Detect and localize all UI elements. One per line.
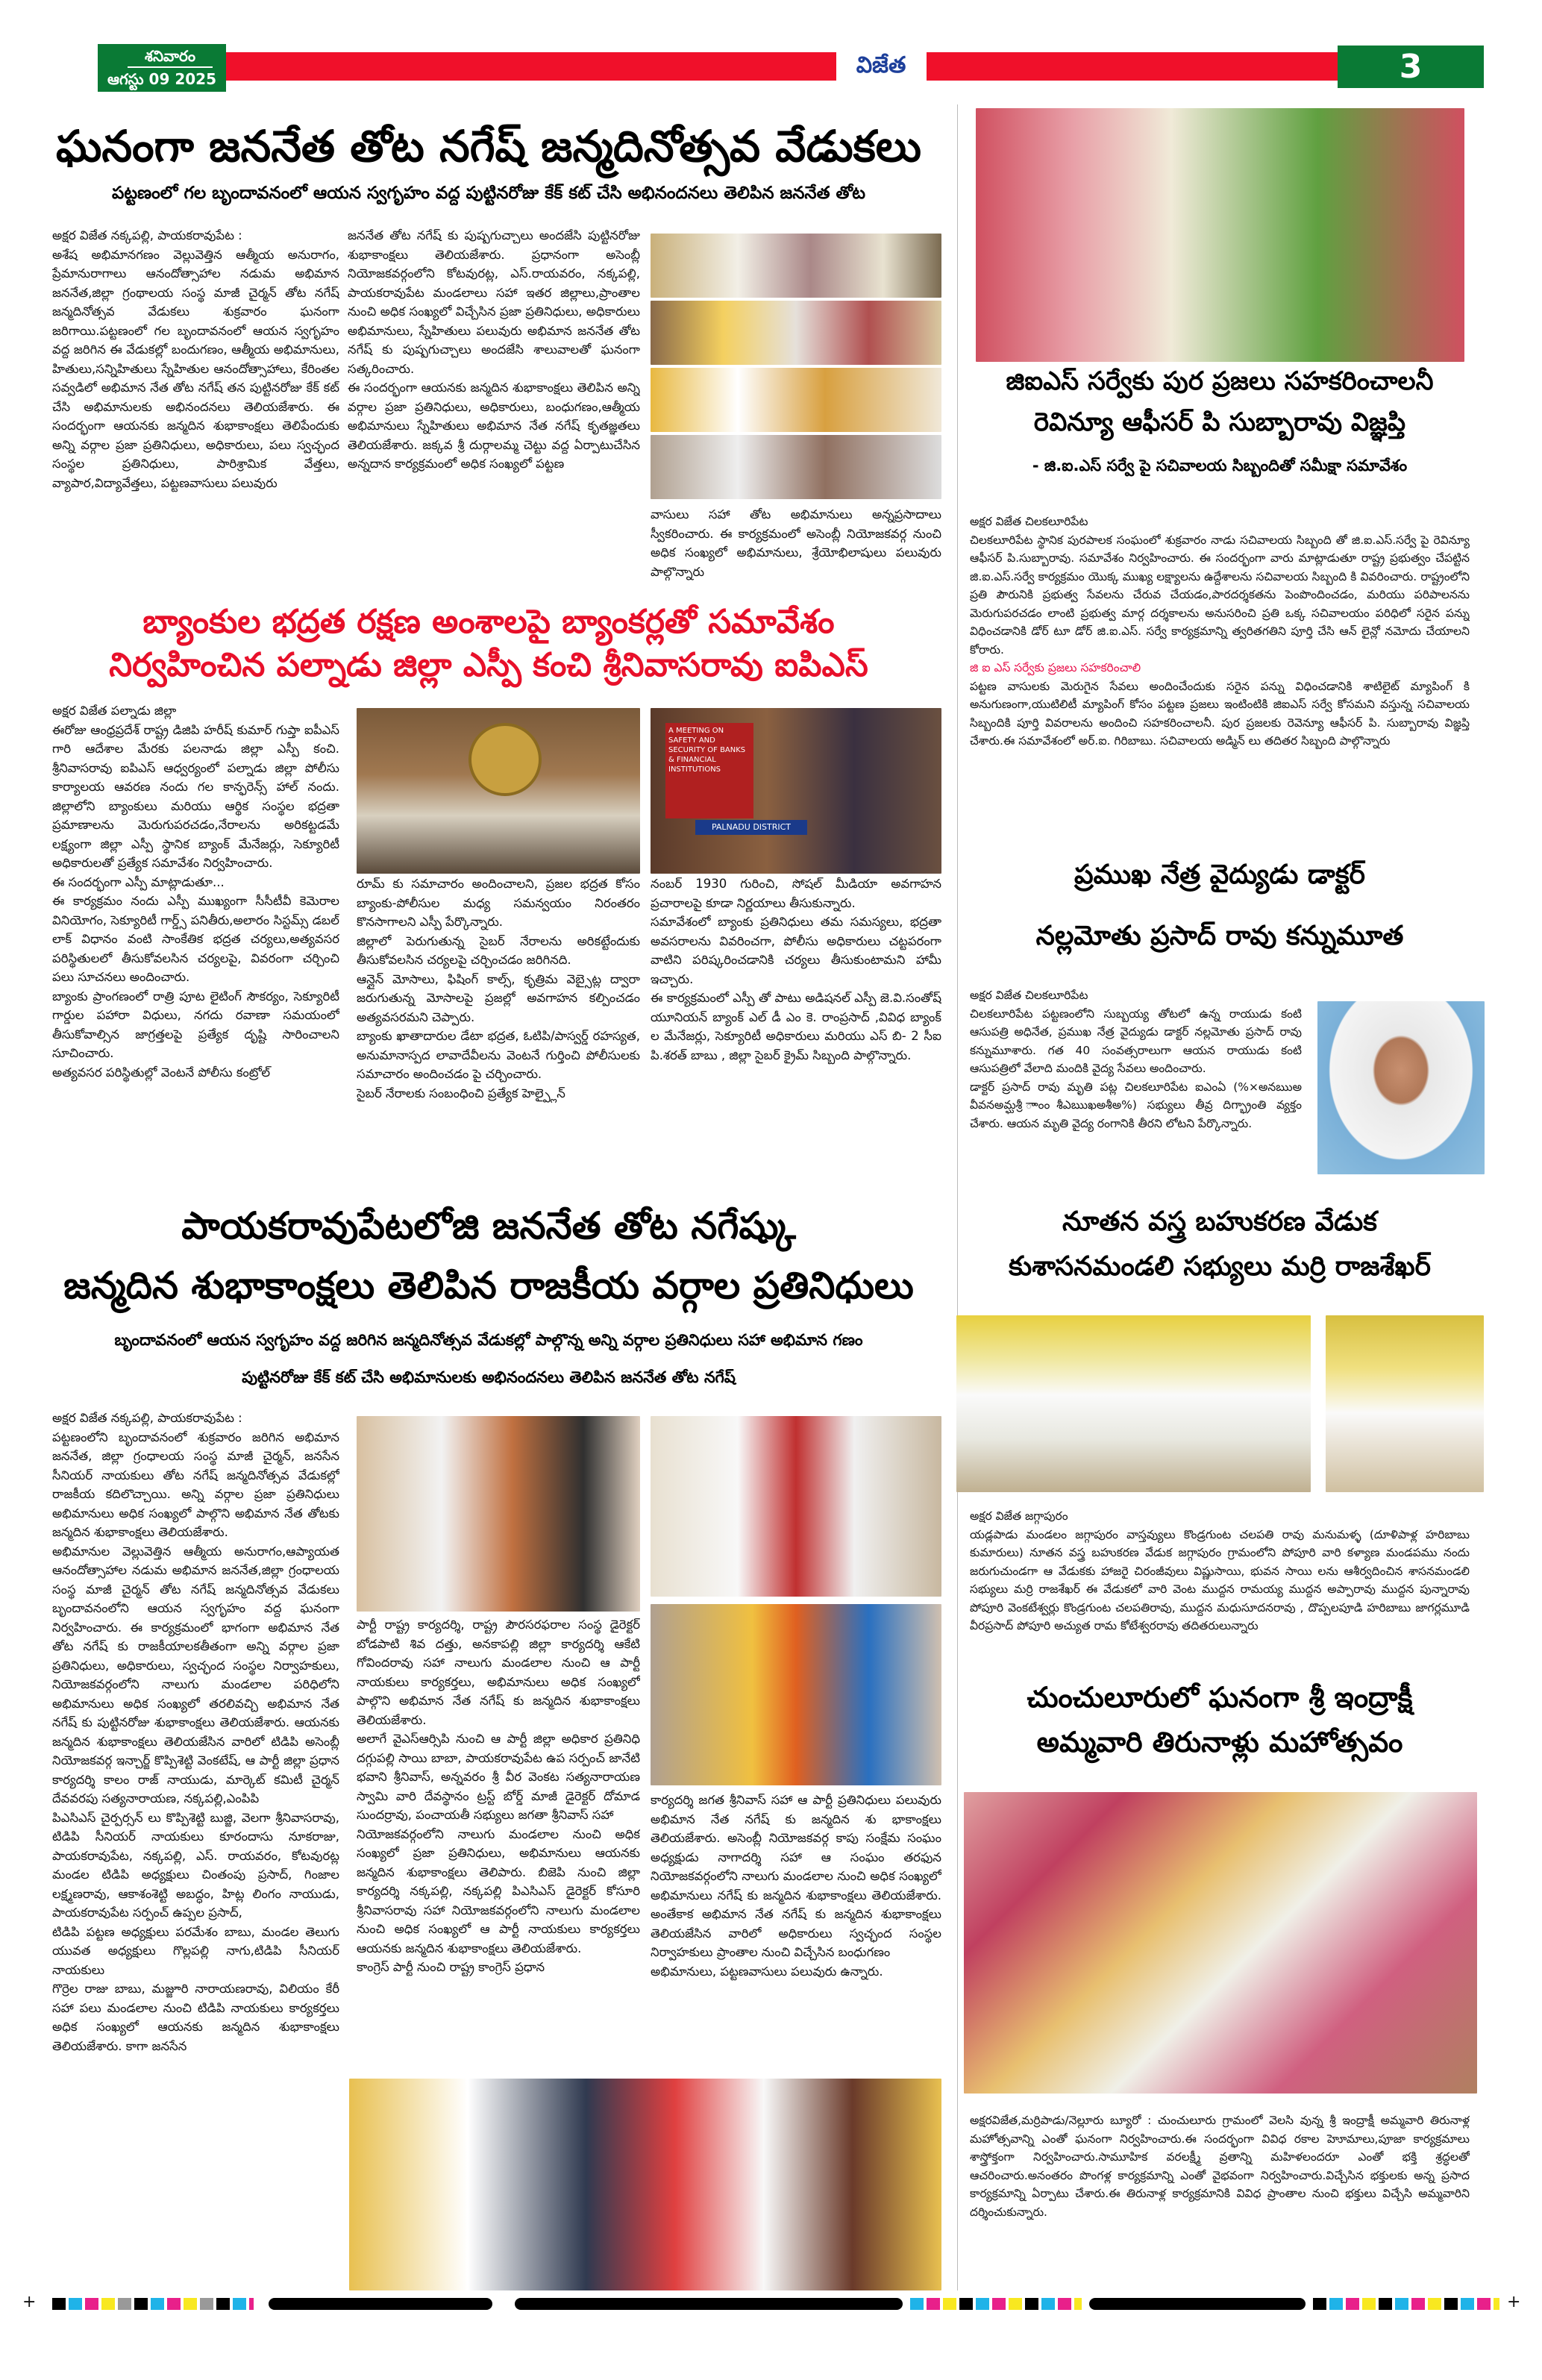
paragraph: యడ్లపాడు మండలం జగ్గాపురం వాస్తవ్యులు కొండ్రగుంట చలపతి రావు మనుమళ్ళ (దూళిపాళ్ల హరిబాబు కుమారులు) నూతన వస్త్ర బహుకరణ వేడుక జగ్గాపురం గ్రామంలోని పోపూరి వారి కళ్యాణ మండపము నందు జరుగుచుండగా ఆ వేడుకకు హాజరై చిరంజీవులు విష్ణుసాయి, భువన సాయి లను ఆశీర్వదించిన శాసనమండలి సభ్యులు మర్రి రాజశేఖర్ ఈ వేడుకలో వారి వెంట ముద్దన రామయ్య ముద్దన అప్పారావు ముద్దన పున్నారావు పోపూరి వెంకటేశ్వర్లు కొండ్రగుంట చలపతిరావు, ముద్దన మధుసూదనరావు , దొప్పలపూడి హరిబాబు జాగర్లమూడి వీరప్రసాద్ పోపూరి అచ్యుత రామ కోటేశ్వరరావు తదితరులున్నారు xyxy=(970,1527,1470,1632)
paragraph: అశేష అభిమానగణం వెల్లువెత్తిన ఆత్మీయ అనురాగం, ప్రేమానురాగాలు ఆనందోత్సాహాల నడుమ అభిమాన జననేత,జిల్లా గ్రంథాలయ సంస్థ మాజీ చైర్మన్ తోట నగేష్ జన్మదినోత్సవ వేడుకలు శుక్రవారం ఘనంగా జరిగాయి.పట్టణంలో గల బృందావనంలో ఆయన స్వగృహం వద్ద జరిగిన ఈ వేడుకల్లో బందుగణం, ఆత్మీయ అభిమానులు, హితులు,సన్నిహితులు స్నేహితుల ఆనందోత్సాహాలు, కేరింతల సవ్వడిలో అభిమాన నేత తోట నగేష్ తన పుట్టినరోజు కేక్ కట్ చేసి అభిమానులకు అభినందనలు తెలియజేశారు. ఈ సందర్భంగా ఆయనకు జన్మదిన శుభాకాంక్షలు తెలిపేందుకు అన్ని వర్గాల ప్రజా ప్రతినిధులు, అధికారులు, పలు స్వచ్ఛంద సంస్థల ప్రతినిధులు, పారిశ్రామిక వేత్తలు, వ్యాపార,విద్యావేత్తలు, పట్టణవాసులు పలువురు xyxy=(52,247,339,490)
photo-group-with-shawl xyxy=(349,2079,941,2290)
headline-story4-line2: రెవిన్యూ ఆఫీసర్ పి సుబ్బారావు విజ్ఞప్తి xyxy=(1033,407,1406,437)
paragraph: అభిమానులు, పట్టణవాసులు పలువురు ఉన్నారు. xyxy=(651,1964,883,1979)
dateline: అక్షర విజేత చిలకలూరిపేట xyxy=(970,989,1088,1002)
paragraph: ఈరోజు ఆంధ్రప్రదేశ్ రాష్ట్ర డిజిపి హరీష్ కుమార్ గుప్తా ఐపీఎస్ గారి ఆదేశాల మేరకు పలనాడు జిల్లా ఎస్పీ కంచి. శ్రీనివాసరావు ఐపిఎస్ ఆధ్వర్యంలో పల్నాడు జిల్లా పోలీసు కార్యాలయ ఆవరణ నందు గల కాన్ఫరెన్స్ హాల్ నందు. జిల్లాలోని బ్యాంకులు మరియు ఆర్థిక సంస్థల భద్రతా ప్రమాణాలను మెరుగుపరచడం,నేరాలను అరికట్టడమే లక్ష్యంగా జిల్లా ఎస్పీ స్థానిక బ్యాంక్ మేనేజర్లు, సెక్యూరిటీ అధికారులతో ప్రత్యేక సమావేశం నిర్వహించారు. xyxy=(52,722,339,870)
paragraph: చిలకలూరిపేట స్థానిక పురపాలక సంఘంలో శుక్రవారం నాడు సచివాలయ సిబ్బంది తో జి.ఐ.ఎస్.సర్వే పై రెవిన్యూ ఆఫీసర్ పి.సుబ్బారావు. సమావేశం నిర్వహించారు. ఈ సందర్భంగా వారు మాట్లాడుతూ రాష్ట్ర ప్రభుత్వం చేపట్టిన జి.ఐ.ఎస్.సర్వే కార్యక్రమం యొక్క ముఖ్య లక్ష్యాలను ఉద్దేశాలను సచివాలయ సిబ్బంది కి వివరించారు. రాష్ట్రంలోని ప్రతి పౌరునికి ప్రభుత్వ సేవలను చేరువ చేయడం,పారదర్శకతను పెంపొందించడం, మరియు పరిపాలనను మెరుగుపరచడం లాంటి ప్రభుత్వ మార్గ దర్శకాలను అనుసరించి ప్రతి ఒక్క సచివాలయం పరిధిలో సరైన పన్ను విధించడానికి డోర్ టూ డోర్ జి.ఐ.ఎస్. సర్వే కార్యక్రమాన్ని త్వరితగతిని పూర్తి చేసి ఆన్ లైన్లో నమోదు చేయాలని కోరారు. xyxy=(970,533,1470,657)
headline-story3-line2: జన్మదిన శుభాకాంక్షలు తెలిపిన రాజకీయ వర్గాల ప్రతినిధులు xyxy=(63,1264,914,1307)
headline-story5-line2: నల్లమోతు ప్రసాద్ రావు కన్నుమూత xyxy=(1035,921,1404,951)
headline-story3-line1: పాయకరావుపేటలోజి జననేత తోట నగేష్కు xyxy=(181,1204,796,1247)
paragraph: ఈ సందర్భంగా ఆయనకు జన్మదిన శుభాకాంక్షలు తెలిపిన అన్ని వర్గాల ప్రజా ప్రతినిధులు, అధికారులు, బంధుగణం,ఆత్మీయ అభిమానులు స్నేహితులు అభిమాన నేత నగేష్ కృతజ్ఞతలు తెలియజేశారు. జక్కవ శ్రీ దుర్గాలమ్మ చెట్టు వద్ద ఏర్పాటుచేసిన అన్నదాన కార్యక్రమంలో అధిక సంఖ్యలో పట్టణ xyxy=(348,381,640,471)
paragraph: అక్షరవిజేత,మర్రిపాడు/నెల్లూరు బ్యూరో : చుంచులూరు గ్రామంలో వెలసి వున్న శ్రీ ఇంద్రాక్షీ అమ్మవారి తిరునాళ్ల మహోత్సవాన్ని ఎంతో ఘనంగా నిర్వహించారు.ఈ సందర్భంగా వివిధ రకాల హెూమాలు,పూజా కార్యక్రమాలు శాస్త్రోక్తంగా నిర్వహించారు.సామూహిక వరలక్ష్మీ వ్రతాన్ని మహిళలందరూ ఎంతో భక్తి శ్రద్ధలతో ఆచరించారు.అనంతరం పొంగళ్ల కార్యక్రమాన్ని ఎంతో వైభవంగా నిర్వహించారు.విచ్చేసిన భక్తులకు అన్న ప్రసాద కార్యక్రమాన్ని ఏర్పాటు చేశారు.ఈ తిరునాళ్ల కార్యక్రమానికి వివిధ ప్రాంతాల నుంచి భక్తులు విచ్చేసి అమ్మవారిని దర్శించుకున్నారు. xyxy=(970,2114,1470,2219)
color-bar-center xyxy=(910,2298,1082,2310)
photo-sp-speaking xyxy=(651,708,941,874)
paragraph: అత్యవసర పరిస్థితుల్లో వెంటనే పోలీసు కంట్రోల్ xyxy=(52,1065,271,1080)
dateline: అక్షర విజేత జగ్గాపురం xyxy=(970,1509,1068,1523)
meeting-banner xyxy=(665,723,753,818)
photo-vastra-ceremony-group xyxy=(956,1315,1311,1492)
story3-col2 xyxy=(357,1615,640,2074)
story5-body xyxy=(970,986,1302,1203)
paragraph: ఈ కార్యక్రమం నందు ఎస్పీ ముఖ్యంగా సీసీటీవీ కెమెరాల వినియోగం, సెక్యూరిటీ గార్డ్స్ పనితీరు,అలారం సిస్టమ్స్ డబల్ లాక్ విధానం వంటి సాంకేతిక భద్రత చర్యలు,అత్యవసర పరిస్థితులలో తీసుకోవలసిన చర్యలపై, వివరంగా చర్చించి పలు సూచనలు అందించారు. xyxy=(52,894,339,984)
paragraph: కాంగ్రెస్ పార్టీ నుంచి రాష్ట్ర కాంగ్రెస్ ప్రధాన xyxy=(357,1960,545,1974)
registration-cross-right: + xyxy=(1507,2293,1521,2311)
paragraph: పట్టణంలోని బృందావనంలో శుక్రవారం జరిగిన అభిమాన జననేత, జిల్లా గ్రంధాలయ సంస్థ మాజీ చైర్మన్, జనసేన సీనియర్ నాయకులు తోట నగేష్ జన్మదినోత్సవ వేడుకల్లో రాజకీయ కదిలొచ్చాయి. అన్ని వర్గాల ప్రజా ప్రతినిధులు అభిమానులు అధిక సంఖ్యలో పాల్గొని అభిమాన నేత తోటకు జన్మదిన శుభాకాంక్షలు తెలియజేశారు. xyxy=(52,1429,339,1539)
story2-col2 xyxy=(357,874,640,1168)
paragraph: ఈ సందర్భంగా ఎస్పీ మాట్లాడుతూ... xyxy=(52,874,225,889)
paragraph: బ్యాంకు ఖాతాదారుల డేటా భద్రత, ఓటిపి/పాస్వర్డ్ రహస్యత, అనుమానాస్పద లావాదేవీలను వెంటనే గుర్తించి పోలీసులకు సమాచారం అందించడం పై చర్చించారు. xyxy=(357,1029,640,1081)
headline-story5-line1: ప్రముఖ నేత్ర వైద్యుడు డాక్టర్ xyxy=(1074,859,1365,890)
paragraph: ఆన్లైన్ మోసాలు, ఫిషింగ్ కాల్స్, కృత్రిమ వెబ్సైట్ల ద్వారా జరుగుతున్న మోసాలపై ప్రజల్లో అవగాహన కల్పించడం అత్యవసరమని చెప్పారు. xyxy=(357,971,640,1024)
headline-story2-line1: బ్యాంకుల భద్రత రక్షణ అంశాలపై బ్యాంకర్లతో సమావేశం xyxy=(142,603,835,641)
subheadline-story3-line2: పుట్టినరోజు కేక్ కట్ చేసి అభిమానులకు అభినందనలు తెలిపిన జననేత తోట నగేష్ xyxy=(242,1368,736,1386)
headline-story6-line1: నూతన వస్త్ర బహుకరణ వేడుక xyxy=(1062,1206,1377,1237)
kicker-heading: జి ఐ ఎస్ సర్వేకు ప్రజలు సహకరించాలి xyxy=(970,661,1141,674)
photo-birthday-group-3 xyxy=(651,368,941,432)
date-label: ఆగస్టు 09 2025 xyxy=(107,70,216,88)
story2-col1 xyxy=(52,701,339,1168)
story2-col3 xyxy=(651,874,941,1091)
story4-body xyxy=(970,513,1470,826)
black-bar-1 xyxy=(269,2298,492,2310)
headline-story2-line2: నిర్వహించిన పల్నాడు జిల్లా ఎస్పీ కంచి శ్రీనివాసరావు ఐపిఎస్ xyxy=(109,646,868,684)
photo-birthday-group-1 xyxy=(651,234,941,298)
paragraph: జిల్లాలో పెరుగుతున్న సైబర్ నేరాలను అరికట్టేందుకు తీసుకోవలసిన చర్యలపై చర్చించడం జరిగినది. xyxy=(357,933,640,967)
headline-story7-line1: చుంచులూరులో ఘనంగా శ్రీ ఇంద్రాక్షీ xyxy=(1027,1681,1413,1714)
photo-gis-survey-meeting xyxy=(976,108,1464,362)
paragraph: సమావేశంలో బ్యాంకు ప్రతినిధులు తమ సమస్యలు, భద్రతా అవసరాలను వివరించగా, పోలీసు అధికారులు చట్టపరంగా వాటిని పరిష్కరించడానికి చర్యలు తీసుకుంటామని హామీ ఇచ్చారు. xyxy=(651,915,941,986)
dateline: అక్షర విజేత చిలకలూరిపేట xyxy=(970,515,1088,528)
photo-birthday-group-2 xyxy=(651,301,941,365)
photo-temple-festival-women xyxy=(964,1792,1477,2094)
paragraph: జననేత తోట నగేష్ కు పుష్పగుచ్చాలు అందజేసి పుట్టినరోజు శుభాకాంక్షలు తెలియజేశారు. ప్రధానంగా అసెంబ్లీ నియోజకవర్గంలోని కోటవురట్ల, ఎస్.రాయవరం, నక్కపల్లి, పాయకరావుపేట మండలాలు సహా ఇతర జిల్లాలు,ప్రాంతాల నుంచి అధిక సంఖ్యలో విచ్చేసిన ప్రజా ప్రతినిధులు, అధికారులు అభిమానులు, స్నేహితులు పలువురు అభిమాన జననేత తోట నగేష్ కు పుష్పగుచ్చాలు అందజేసి శాలువాలతో ఘనంగా సత్కరించారు. xyxy=(348,228,640,376)
photo-vastra-blessing xyxy=(1326,1315,1484,1492)
color-bar-right xyxy=(1313,2298,1499,2310)
paragraph: కార్యదర్శి జగత శ్రీనివాస్ సహా ఆ పార్టీ ప్రతినిధులు పలువురు అభిమాన నేత నగేష్ కు జన్మదిన శు భాకాంక్షలు తెలియజేశారు. అసెంబ్లీ నియోజకవర్గ కాపు సంక్షేమ సంఘం అధ్యక్షుడు నాగాదర్శి సహా ఆ సంఘం తరఫున నియోజకవర్గంలోని నాలుగు మండలాల నుంచి అధిక సంఖ్యలో అభిమానులు నగేష్ కు జన్మదిన శుభాకాంక్షలు తెలియజేశారు. అంతేకాక అభిమాన నేత నగేష్ కు జన్మదిన శుభాకాంక్షలు తెలియజేసిన వారిలో అధికారులు స్వచ్ఛంద సంస్థల నిర్వాహకులు ప్రాంతాల నుంచి విచ్చేసిన బంధుగణం xyxy=(651,1793,941,1959)
photo-birthday-group-4 xyxy=(651,435,941,499)
story3-col1 xyxy=(52,1409,339,2304)
paragraph: అభిమానుల వెల్లువెత్తిన ఆత్మీయ అనురాగం,ఆప్యాయత ఆనందోత్సాహాల నడుమ అభిమాన జననేత,జిల్లా గ్రంధాలయ సంస్థ మాజీ చైర్మన్ తోట నగేష్ జన్మదినోత్సవ వేడుకలు బృందావనంలోని ఆయన స్వగృహం వద్ద ఘనంగా నిర్వహించారు. ఈ కార్యక్రమంలో భాగంగా అభిమాన నేత తోట నగేష్ కు రాజకీయాలకతీతంగా అన్ని వర్గాల ప్రజా ప్రతినిధులు, అధికారులు, స్వచ్ఛంద సంస్థల నిర్వాహకులు, నియోజకవర్గంలోని నాలుగు మండలాల పరిధిలోని అభిమానులు అధిక సంఖ్యలో తరలివచ్చి అభిమాన నేత నగేష్ కు పుట్టినరోజు శుభాకాంక్షలు తెలియజేశారు. ఆయనకు జన్మదిన శుభాకాంక్షలు తెలియజేసిన వారిలో టిడిపి అసెంబ్లీ నియోజకవర్గ ఇన్చార్జ్ కొప్పిశెట్టి వెంకటేష్, ఆ పార్టీ జిల్లా ప్రధాన కార్యదర్శి కాలం రాజ్ నాయుడు, మార్కెట్ కమిటీ చైర్మన్ దేవవరపు సత్యనారాయణ, నక్కపల్లి,ఎంపిపి xyxy=(52,1544,339,1806)
logo-text: విజేత xyxy=(856,52,906,78)
paragraph: గొర్రెల రాజు బాబు, మజ్జూరి నారాయణరావు, విలియం కేరీ సహా పలు మండలాల నుంచి టిడిపి నాయకులు కార్యకర్తలు అధిక సంఖ్యలో ఆయనకు జన్మదిన శుభాకాంక్షలు తెలియజేశారు. కాగా జనసేన xyxy=(52,1982,339,2053)
dateline: అక్షర విజేత నక్కపల్లి, పాయకరావుపేట : xyxy=(52,228,242,242)
page-number-box xyxy=(1338,46,1484,88)
banner-text: A MEETING ON SAFETY AND SECURITY OF BANKS & FINANCIAL INSTITUTIONS xyxy=(668,727,746,774)
subheadline-story3-line1: బృందావనంలో ఆయన స్వగృహం వద్ద జరిగిన జన్మదినోత్సవ వేడుకల్లో పాల్గొన్న అన్ని వర్గాల ప్రతినిధులు సహా అభిమాన గణం xyxy=(114,1331,863,1349)
paragraph: సైబర్ నేరాలకు సంబంధించి ప్రత్యేక హెల్ప్లైన్ xyxy=(357,1086,565,1100)
story7-body xyxy=(970,2111,1470,2227)
story1-col1 xyxy=(52,226,339,603)
district-banner-text: PALNADU DISTRICT xyxy=(711,822,792,832)
paragraph: వాసులు సహా తోట అభిమానులు అన్నప్రసాదాలు స్వీకరించారు. ఈ కార్యక్రమంలో అసెంబ్లీ నియోజకవర్గ నుంచి అధిక సంఖ్యలో అభిమానులు, శ్రేయోభిలాషులు పలువురు పాల్గొన్నారు xyxy=(651,507,941,579)
story3-col3 xyxy=(651,1791,941,2074)
page-number: 3 xyxy=(1399,48,1423,86)
paragraph: పట్టణ వాసులకు మెరుగైన సేవలు అందించేందుకు సరైన పన్ను విధించడానికి శాటిలైట్ మ్యాపింగ్ కి అనుగుణంగా,యుటిలిటీ మ్యాపింగ్ కోసం పట్టణ ప్రజలు ఇంటింటికి జిఐఎస్ సర్వే కోసమని వస్తున్న సచివాలయ సిబ్బందికి పూర్తి వివరాలను అందించి సహకరించాలనీ. పుర ప్రజలకు రెవెన్యూ ఆఫీసర్ పి. సుబ్బారావు విజ్ఞప్తి చేశారు.ఈ సమావేశంలో అర్.ఐ. గిరిబాబు. సచివాలయ అడ్మిన్ లు తదితర సిబ్బంది పాల్గొన్నారు xyxy=(970,679,1470,748)
header-red-bar-right xyxy=(927,52,1338,81)
photo-garland-greeting xyxy=(651,1604,941,1785)
paragraph: బ్యాంకు ప్రాంగణంలో రాత్రి పూట లైటింగ్ సౌకర్యం, సెక్యూరిటీ గార్డుల పహారా విధులు, నగదు రవాణా సమయంలో తీసుకోవాల్సిన జాగ్రత్తలపై ప్రత్యేక దృష్టి సారించాలని సూచించారు. xyxy=(52,989,339,1060)
date-box xyxy=(98,44,226,92)
headline-story1: ఘనంగా జననేత తోట నగేష్ జన్మదినోత్సవ వేడుకలు xyxy=(56,121,921,172)
paragraph: పార్టీ రాష్ట్ర కార్యదర్శి, రాష్ట్ర పౌరసరఫరాల సంస్థ డైరెక్టర్ బోడపాటి శివ దత్తు, అనకాపల్లి జిల్లా కార్యదర్శి ఆకేటి గోవిందరావు సహా నాలుగు మండలాల నుంచి ఆ పార్టీ నాయకులు కార్యకర్తలు, అభిమానులు అధిక సంఖ్యలో పాల్గొని అభిమాన నేత నగేష్ కు జన్మదిన శుభాకాంక్షలు తెలియజేశారు. xyxy=(357,1618,640,1727)
masthead xyxy=(0,0,1542,97)
paragraph: డాక్టర్ ప్రసాద్ రావు మృతి పట్ల చిలకలూరిపేట ఐఎంఏ (%×అనఋఅ వీవనఅమ్ఘశ్రీ ాాంంశీఎఋఖఅశీఅ%) సభ్యులు తీవ్ర దిగ్భ్రాంతి వ్యక్తం చేశారు. ఆయన మృతి వైద్య రంగానికి తీరని లోటని పేర్కొన్నారు. xyxy=(970,1080,1302,1130)
paragraph: చిలకలూరిపేట పట్టణంలోని సుబ్బయ్య తోటలో ఉన్న రాయుడు కంటి ఆసుపత్రి అధినేత, ప్రముఖ నేత్ర వైద్యుడు డాక్టర్ నల్లమోతు ప్రసాద్ రావు కన్నుమూశారు. గత 40 సంవత్సరాలుగా ఆయన రాయుడు కంటి ఆసుపత్రిలో వేలాది మందికి వైద్య సేవలు అందించారు. xyxy=(970,1006,1302,1075)
newspaper-logo xyxy=(841,46,921,88)
story6-body xyxy=(970,1507,1470,1667)
print-registration-strip xyxy=(22,2295,1522,2313)
district-banner xyxy=(695,820,807,835)
photo-dr-prasad-rao-portrait xyxy=(1317,1001,1485,1174)
paragraph: నంబర్ 1930 గురించి, సోషల్ మీడియా అవగాహన ప్రచారాలపై కూడా నిర్ణయాలు తీసుకున్నారు. xyxy=(651,877,941,910)
column-divider xyxy=(957,104,958,2290)
police-emblem xyxy=(468,723,542,796)
story1-col3 xyxy=(651,505,941,602)
registration-cross-left: + xyxy=(22,2293,37,2311)
photo-sp-meeting-hall xyxy=(357,708,640,874)
paragraph: ఈ కార్యక్రమంలో ఎస్పీ తో పాటు అడిషనల్ ఎస్పీ జె.వి.సంతోష్ యూనియన్ బ్యాంక్ ఎల్ డీ ఎం కె. రాంప్రసాద్ ,వివిధ బ్యాంక్ ల మేనేజర్లు, సెక్యూరిటీ అధికారులు మరియు ఎస్ బి- 2 సీఐ పి.శరత్ బాబు , జిల్లా సైబర్ క్రైమ్ సిబ్బంది పాల్గొన్నారు. xyxy=(651,991,941,1062)
paragraph: టిడిపి పట్టణ అధ్యక్షులు పరమేశం బాబు, మండల తెలుగు యువత అధ్యక్షులు గొల్లపల్లి నాగు,టిడిపి సీనియర్ నాయకులు xyxy=(52,1924,339,1977)
headline-story7-line2: అమ్మవారి తిరునాళ్లు మహోత్సవం xyxy=(1036,1726,1403,1759)
story1-col2 xyxy=(348,226,640,603)
paragraph: అలాగే వైఎస్ఆర్సిపి నుంచి ఆ పార్టీ జిల్లా అధికార ప్రతినిధి దగ్గుపల్లి సాయి బాబా, పాయకరావుపేట ఉప సర్పంచ్ జానేటి భవాని శ్రీనివాస్, అన్నవరం శ్రీ వీర వెంకట సత్యనారాయణ స్వామి వారి దేవస్థానం ట్రస్ట్ బోర్డ్ మాజీ డైరెక్టర్ దోమాడ సుందర్రావు, పంచాయతీ సభ్యులు జగతా శ్రీనివాస్ సహా xyxy=(357,1732,640,1822)
day-label: శనివారం xyxy=(128,46,213,68)
black-bar-3 xyxy=(656,2298,903,2310)
headline-story6-line2: కుశాసనమండలి సభ్యులు మర్రి రాజశేఖర్ xyxy=(1008,1251,1431,1282)
subheadline-story1: పట్టణంలో గల బృందావనంలో ఆయన స్వగృహం వద్ద పుట్టినరోజు కేక్ కట్ చేసి అభినందనలు తెలిపిన జననేత తోట xyxy=(112,184,865,203)
color-bar-left xyxy=(52,2298,254,2310)
paragraph: పిఎసిఎస్ చైర్పర్సన్ లు కొప్పిశెట్టి బుజ్జి, వెలగా శ్రీనివాసరావు, టిడిపి సీనియర్ నాయకులు కూరందాసు నూకరాజు, పాయకరావుపేట, నక్కపల్లి, ఎస్. రాయవరం, కోటవురట్ల మండల టిడిపి అధ్యక్షులు చింతంపు ప్రసాద్, గింజాల లక్ష్మణరావు, ఆకాశంశెట్టి అబద్ధం, హిట్ల లింగం నాయుడు, పాయకరావుపేట సర్పంచ్ ఉప్పల ప్రసాద్, xyxy=(52,1810,339,1920)
paragraph: నియోజకవర్గంలోని నాలుగు మండలాల నుంచి అధిక సంఖ్యలో ప్రజా ప్రతినిధులు, అభిమానులు ఆయనకు జన్మదిన శుభాకాంక్షలు తెలిపారు. బిజెపి నుంచి జిల్లా కార్యదర్శి నక్కపల్లి, నక్కపల్లి పిఎసిఎస్ డైరెక్టర్ కోసూరి శ్రీనివాసరావు సహా నియోజకవర్గంలోని నాలుగు మండలాల నుంచి అధిక సంఖ్యలో ఆ పార్టీ నాయకులు కార్యకర్తలు ఆయనకు జన్మదిన శుభాకాంక్షలు తెలియజేశారు. xyxy=(357,1826,640,1955)
dateline: అక్షర విజేత నక్కపల్లి, పాయకరావుపేట : xyxy=(52,1411,242,1425)
photo-media-interview xyxy=(357,1416,640,1612)
headline-story4-line1: జిఐఎస్ సర్వేకు పుర ప్రజలు సహకరించాలనీ xyxy=(1006,366,1434,396)
black-bar-4 xyxy=(1089,2298,1306,2310)
header-red-bar-left xyxy=(226,52,836,81)
dateline: అక్షర విజేత పల్నాడు జిల్లా xyxy=(52,704,177,718)
photo-bouquet-greeting xyxy=(651,1416,941,1597)
paragraph: రూమ్ కు సమాచారం అందించాలని, ప్రజల భద్రత కోసం బ్యాంకు-పోలీసుల మధ్య సమన్వయం నిరంతరం కొనసాగాలని ఎస్పీ పేర్కొన్నారు. xyxy=(357,877,640,929)
subheadline-story4: - జి.ఐ.ఎస్ సర్వే పై సచివాలయ సిబ్బందితో సమీక్షా సమావేశం xyxy=(1032,457,1408,475)
